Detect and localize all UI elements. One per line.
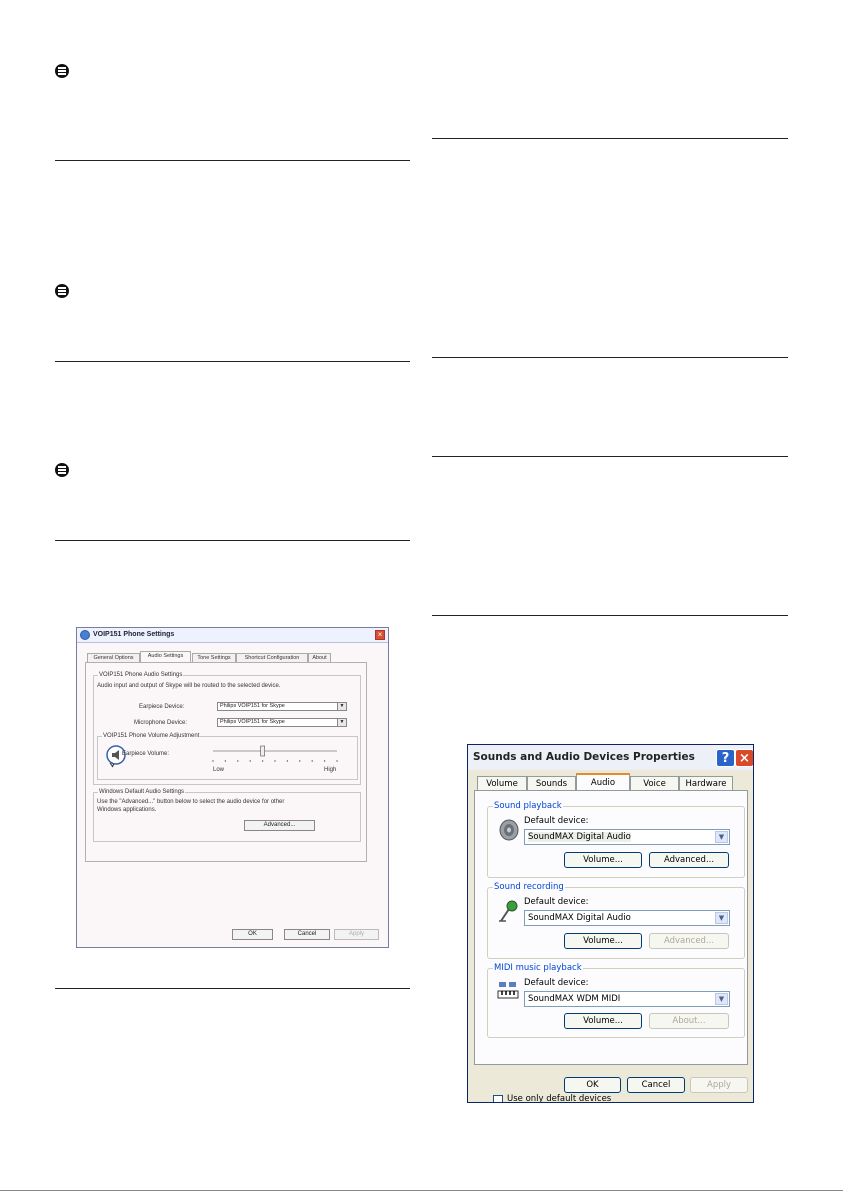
slider-tick — [287, 760, 288, 761]
divider — [432, 456, 788, 457]
default-device-label: Default device: — [524, 816, 589, 826]
cancel-button[interactable]: Cancel — [627, 1077, 685, 1093]
tab-shortcut-configuration[interactable]: Shortcut Configuration — [236, 653, 308, 662]
default-device-label: Default device: — [524, 978, 589, 988]
ok-button[interactable]: OK — [564, 1077, 621, 1093]
tab-hardware[interactable]: Hardware — [679, 776, 733, 790]
midi-keyboard-icon — [497, 979, 519, 1001]
volume-high-label: High — [324, 767, 337, 773]
earpiece-volume-slider[interactable] — [211, 745, 339, 765]
windows-audio-group — [93, 789, 361, 842]
advanced-button[interactable]: Advanced... — [244, 820, 315, 831]
slider-tick — [299, 760, 300, 761]
sound-playback-group — [487, 801, 745, 878]
audio-settings-group — [93, 672, 361, 785]
divider — [55, 988, 410, 989]
group-description: Use the "Advanced..." button below to select the audio device for other — [97, 799, 285, 805]
group-label: Windows Default Audio Settings — [99, 789, 185, 795]
divider — [432, 615, 788, 616]
tab-sounds[interactable]: Sounds — [527, 776, 576, 790]
midi-volume-button[interactable]: Volume... — [564, 1013, 642, 1029]
dialog-title: VOIP151 Phone Settings — [93, 631, 175, 638]
chevron-down-icon[interactable]: ▼ — [337, 719, 346, 726]
sound-recording-group — [487, 882, 745, 959]
chevron-down-icon[interactable]: ▼ — [715, 831, 728, 843]
divider — [55, 361, 410, 362]
page-bottom-border — [0, 1190, 843, 1191]
tab-panel — [85, 662, 367, 862]
chevron-down-icon[interactable]: ▼ — [715, 993, 728, 1005]
group-label: MIDI music playback — [494, 963, 582, 973]
dialog-title: Sounds and Audio Devices Properties — [473, 751, 695, 763]
midi-playback-group — [487, 963, 745, 1038]
slider-tick — [250, 760, 251, 761]
speaker-icon — [497, 819, 519, 841]
apply-button[interactable]: Apply — [690, 1077, 748, 1093]
group-description: Windows applications. — [97, 807, 157, 813]
playback-volume-button[interactable]: Volume... — [564, 852, 642, 868]
default-device-label: Default device: — [524, 897, 589, 907]
use-default-devices-label[interactable]: Use only default devices — [507, 1094, 612, 1103]
earpiece-device-label: Earpiece Device: — [139, 704, 185, 710]
group-label: VOIP151 Phone Volume Adjustment — [103, 733, 200, 739]
earpiece-volume-label: Earpiece Volume: — [122, 751, 170, 757]
tab-volume[interactable]: Volume — [477, 776, 527, 790]
chevron-down-icon[interactable]: ▼ — [337, 703, 346, 710]
note-icon — [55, 284, 69, 298]
use-default-devices-checkbox[interactable] — [493, 1095, 503, 1103]
slider-tick — [274, 760, 275, 761]
slider-tick — [225, 760, 226, 761]
cancel-button[interactable]: Cancel — [284, 929, 330, 940]
microphone-device-select[interactable]: Philips VOIP151 for Skype ▼ — [217, 718, 347, 727]
playback-advanced-button[interactable]: Advanced... — [649, 852, 729, 868]
tab-audio-settings[interactable]: Audio Settings — [140, 651, 191, 663]
divider — [432, 138, 788, 139]
tab-voice[interactable]: Voice — [630, 776, 679, 790]
voip-settings-dialog — [76, 627, 389, 948]
divider — [55, 540, 410, 541]
group-label: Sound playback — [494, 801, 562, 811]
group-description: Audio input and output of Skype will be routed to the selected device. — [97, 683, 281, 689]
tab-about[interactable]: About — [308, 653, 331, 662]
slider-tick — [336, 760, 337, 761]
microphone-icon — [497, 900, 519, 922]
close-icon[interactable]: × — [375, 630, 385, 640]
midi-device-select[interactable]: SoundMAX WDM MIDI ▼ — [524, 991, 730, 1007]
tab-general-options[interactable]: General Options — [87, 653, 140, 662]
sounds-audio-dialog — [467, 744, 754, 1103]
dialog-title-bar — [468, 745, 753, 770]
close-icon[interactable]: × — [735, 749, 754, 767]
dialog-title-bar — [77, 628, 388, 643]
ok-button[interactable]: OK — [232, 929, 273, 940]
divider — [432, 357, 788, 358]
recording-device-select[interactable]: SoundMAX Digital Audio ▼ — [524, 910, 730, 926]
recording-advanced-button[interactable]: Advanced... — [649, 933, 729, 949]
volume-adjustment-group — [97, 733, 358, 780]
group-label: VOIP151 Phone Audio Settings — [99, 672, 183, 678]
app-logo-icon — [80, 630, 90, 640]
divider — [55, 160, 410, 161]
earpiece-device-select[interactable]: Philips VOIP151 for Skype ▼ — [217, 702, 347, 711]
midi-about-button[interactable]: About... — [649, 1013, 729, 1029]
group-label: Sound recording — [494, 882, 564, 892]
tab-tone-settings[interactable]: Tone Settings — [192, 653, 236, 662]
slider-tick — [262, 760, 263, 761]
tab-audio[interactable]: Audio — [576, 773, 630, 791]
slider-tick — [212, 760, 213, 761]
slider-tick — [324, 760, 325, 761]
slider-tick — [237, 760, 238, 761]
note-icon — [55, 463, 69, 477]
apply-button[interactable]: Apply — [334, 929, 379, 940]
volume-low-label: Low — [213, 767, 225, 773]
help-icon[interactable]: ? — [716, 749, 735, 767]
microphone-device-label: Microphone Device: — [134, 720, 188, 726]
chevron-down-icon[interactable]: ▼ — [715, 912, 728, 924]
slider-tick — [312, 760, 313, 761]
playback-device-select[interactable]: SoundMAX Digital Audio ▼ — [524, 829, 730, 845]
note-icon — [55, 64, 69, 78]
recording-volume-button[interactable]: Volume... — [564, 933, 642, 949]
